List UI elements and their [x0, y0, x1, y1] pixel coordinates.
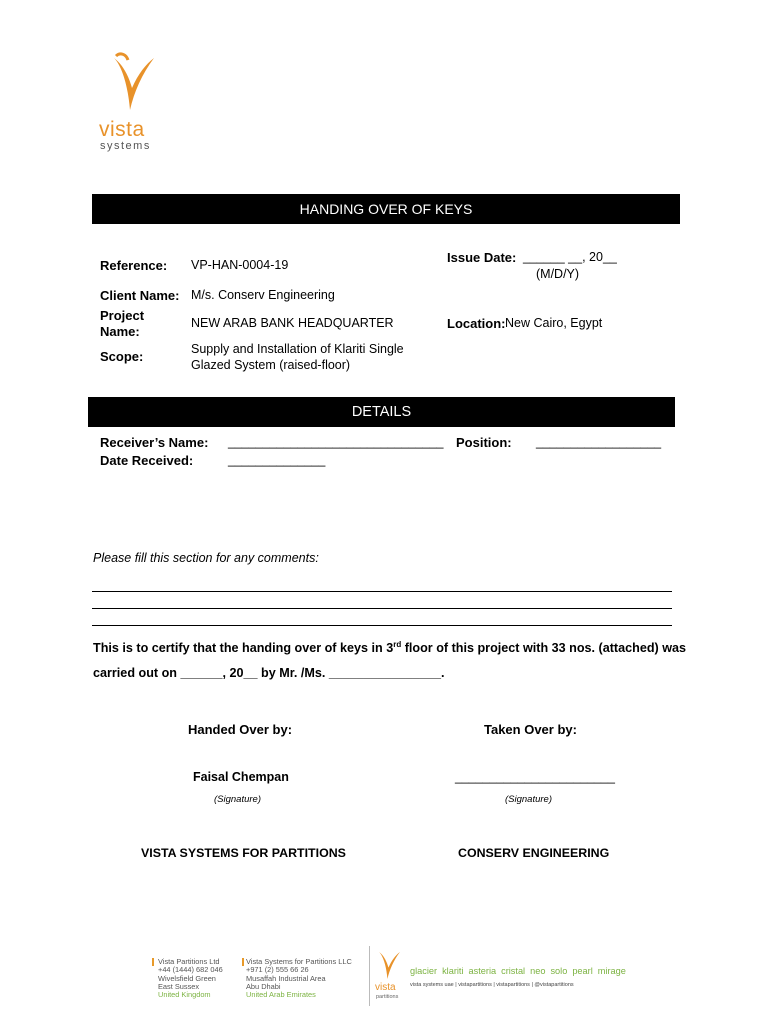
receiver-label: Receiver’s Name: [100, 435, 209, 450]
position-label: Position: [456, 435, 512, 450]
company-logo [96, 52, 166, 152]
taken-over-label: Taken Over by: [484, 722, 577, 737]
issue-date-value: ______ __, 20__ [523, 250, 617, 264]
certify-text-b: floor of this project with 33 nos. (attached) was [401, 641, 687, 656]
logo-subtitle: systems [100, 140, 151, 152]
receiver-field[interactable]: _______________________________ [228, 435, 444, 449]
certify-line-1 [93, 640, 686, 655]
office-uk-line: Wivelsfield Green [158, 973, 216, 983]
footer-office-uae [246, 958, 352, 999]
office-uk-country: United Kingdom [158, 990, 211, 1000]
details-title-bar [88, 397, 675, 427]
footer [148, 944, 634, 1008]
location-value: New Cairo, Egypt [505, 316, 603, 330]
date-received-label: Date Received: [100, 453, 194, 468]
footer-divider-2 [242, 958, 244, 966]
comments-prompt: Please fill this section for any comments: [93, 551, 319, 565]
issue-date-format: (M/D/Y) [536, 267, 580, 281]
reference-value: VP-HAN-0004-19 [191, 258, 289, 272]
client-label: Client Name: [100, 288, 180, 303]
vista-v-mark-icon [108, 52, 158, 114]
office-uae-line: +971 (2) 555 66 26 [246, 965, 309, 975]
taken-signature-note: (Signature) [505, 794, 552, 805]
comment-line-3[interactable] [92, 625, 672, 626]
details-title: DETAILS [351, 404, 412, 420]
brand-name: asteria [468, 966, 497, 976]
taken-company: CONSERV ENGINEERING [458, 846, 610, 860]
footer-social-links: vista systems uae | vistapartitions | vistapartitions | @vistapartitions [410, 982, 574, 988]
handed-over-label: Handed Over by: [188, 722, 293, 737]
certify-ordinal: rd [393, 640, 402, 649]
office-uae-country: United Arab Emirates [246, 990, 316, 1000]
scope-value-line1: Supply and Installation of Klariti Single [191, 342, 404, 356]
taken-over-name-field[interactable]: _______________________ [455, 770, 615, 784]
office-uk-line: East Sussex [158, 981, 200, 991]
date-received-field[interactable]: ______________ [228, 453, 326, 467]
scope-value-line2: Glazed System (raised-floor) [191, 358, 351, 372]
location-label: Location: [447, 316, 506, 331]
footer-divider-1 [152, 958, 154, 966]
footer-logo-sub: partitions [376, 994, 399, 1000]
certify-line-2: carried out on ______, 20__ by Mr. /Ms. ________________. [93, 666, 445, 680]
certify-text-a: This is to certify that the handing over of keys in 3 [93, 641, 394, 656]
position-field[interactable]: __________________ [536, 435, 662, 449]
footer-logo-word: vista [375, 982, 396, 993]
footer-vista-mark-icon [376, 948, 402, 982]
logo-wordmark: vista [99, 118, 145, 141]
office-uk-line: +44 (1444) 682 046 [158, 965, 223, 975]
comment-line-2[interactable] [92, 608, 672, 609]
brand-name: glacier [410, 966, 438, 976]
brand-name: klariti [442, 966, 464, 976]
footer-brand-list [410, 966, 631, 976]
brand-name: mirage [597, 966, 626, 976]
footer-office-uk [158, 958, 223, 999]
project-label-line2: Name: [100, 324, 140, 339]
handed-over-name: Faisal Chempan [193, 770, 289, 784]
brand-name: pearl [572, 966, 593, 976]
project-value: NEW ARAB BANK HEADQUARTER [191, 316, 394, 330]
client-value: M/s. Conserv Engineering [191, 288, 335, 302]
document-title: HANDING OVER OF KEYS [299, 201, 473, 217]
document-title-bar [92, 194, 680, 224]
brand-name: neo [530, 966, 546, 976]
office-uae-line: Abu Dhabi [246, 981, 281, 991]
handed-company: VISTA SYSTEMS FOR PARTITIONS [141, 846, 346, 860]
comment-line-1[interactable] [92, 591, 672, 592]
office-uk-line: Vista Partitions Ltd [158, 957, 220, 966]
project-label-line1: Project [100, 308, 145, 323]
office-uae-line: Musaffah Industrial Area [246, 973, 326, 983]
scope-label: Scope: [100, 349, 144, 364]
brand-name: solo [550, 966, 568, 976]
brand-name: cristal [501, 966, 526, 976]
handed-signature-note: (Signature) [214, 794, 261, 805]
reference-label: Reference: [100, 258, 168, 273]
office-uae-line: Vista Systems for Partitions LLC [246, 957, 352, 966]
footer-separator [369, 946, 370, 1006]
issue-date-label: Issue Date: [447, 250, 517, 265]
